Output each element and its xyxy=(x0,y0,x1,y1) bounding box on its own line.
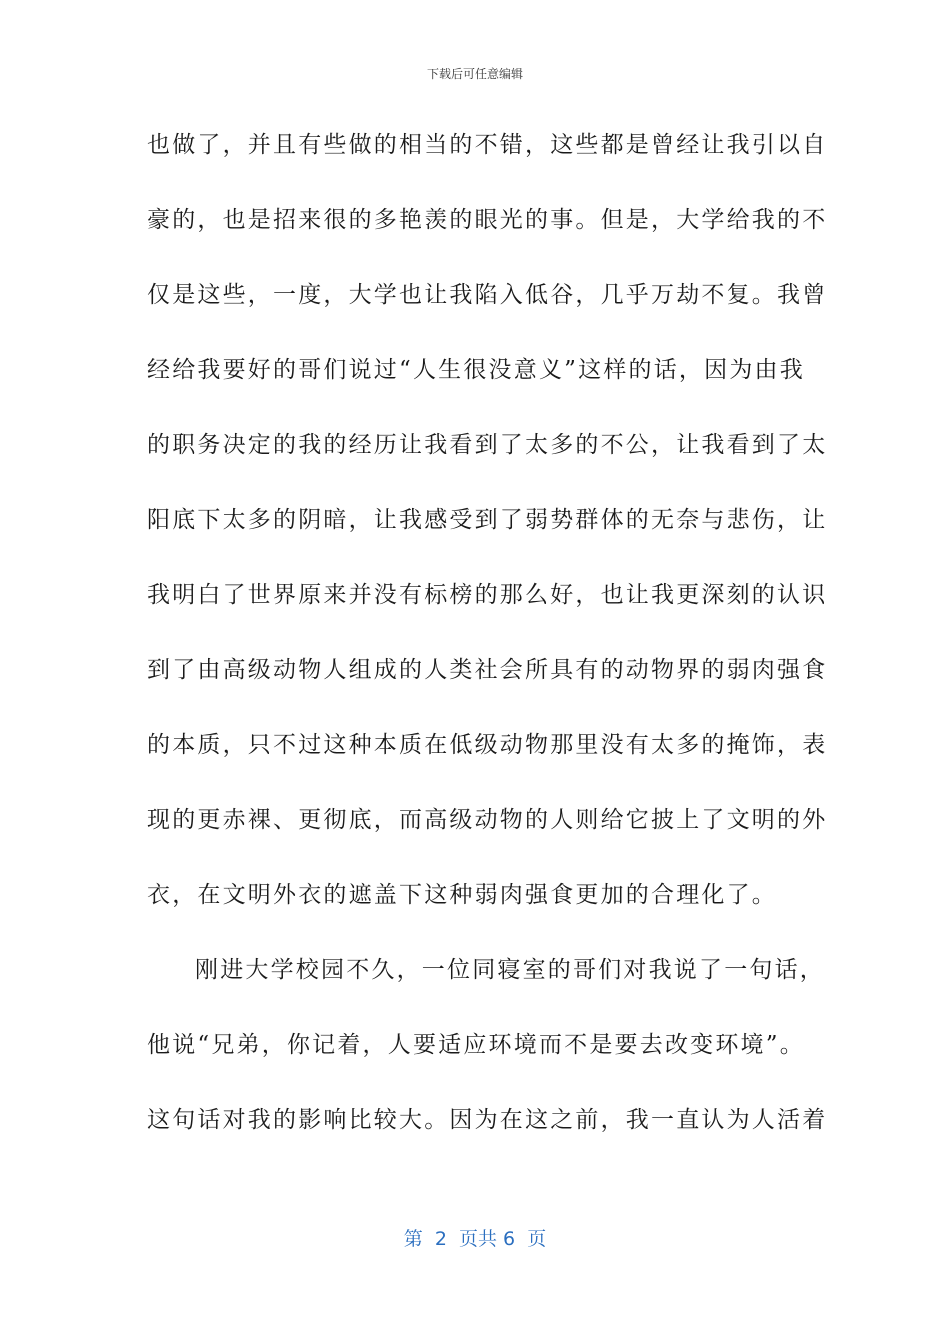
text-line: 现的更赤裸、更彻底，而高级动物的人则给它披上了文明的外 xyxy=(147,807,828,833)
text-line: 的职务决定的我的经历让我看到了太多的不公，让我看到了太 xyxy=(147,432,828,458)
text-line: 到了由高级动物人组成的人类社会所具有的动物界的弱肉强食 xyxy=(147,657,828,683)
text-line: 的本质，只不过这种本质在低级动物那里没有太多的掩饰，表 xyxy=(147,732,828,758)
text-line: 衣，在文明外衣的遮盖下这种弱肉强食更加的合理化了。 xyxy=(147,882,777,908)
document-body xyxy=(147,120,828,1170)
text-line: 也做了，并且有些做的相当的不错，这些都是曾经让我引以自 xyxy=(147,132,828,158)
page-number-footer: 第 2 页共 6 页 xyxy=(403,1228,547,1250)
text-line: 这句话对我的影响比较大。因为在这之前，我一直认为人活着 xyxy=(147,1107,828,1133)
text-line: 我明白了世界原来并没有标榜的那么好，也让我更深刻的认识 xyxy=(147,582,828,608)
text-line: 经给我要好的哥们说过“人生很没意义”这样的话，因为由我 xyxy=(147,357,805,383)
page-header: 下载后可任意编辑 xyxy=(426,67,523,81)
text-line: 仅是这些，一度，大学也让我陷入低谷，几乎万劫不复。我曾 xyxy=(147,282,828,308)
text-line: 阳底下太多的阴暗，让我感受到了弱势群体的无奈与悲伤，让 xyxy=(147,507,828,533)
text-line: 他说“兄弟，你记着，人要适应环境而不是要去改变环境”。 xyxy=(147,1032,805,1058)
text-line: 豪的，也是招来很的多艳羡的眼光的事。但是，大学给我的不 xyxy=(147,207,828,233)
paragraph-first-line: 刚进大学校园不久，一位同寝室的哥们对我说了一句话， xyxy=(195,957,825,983)
